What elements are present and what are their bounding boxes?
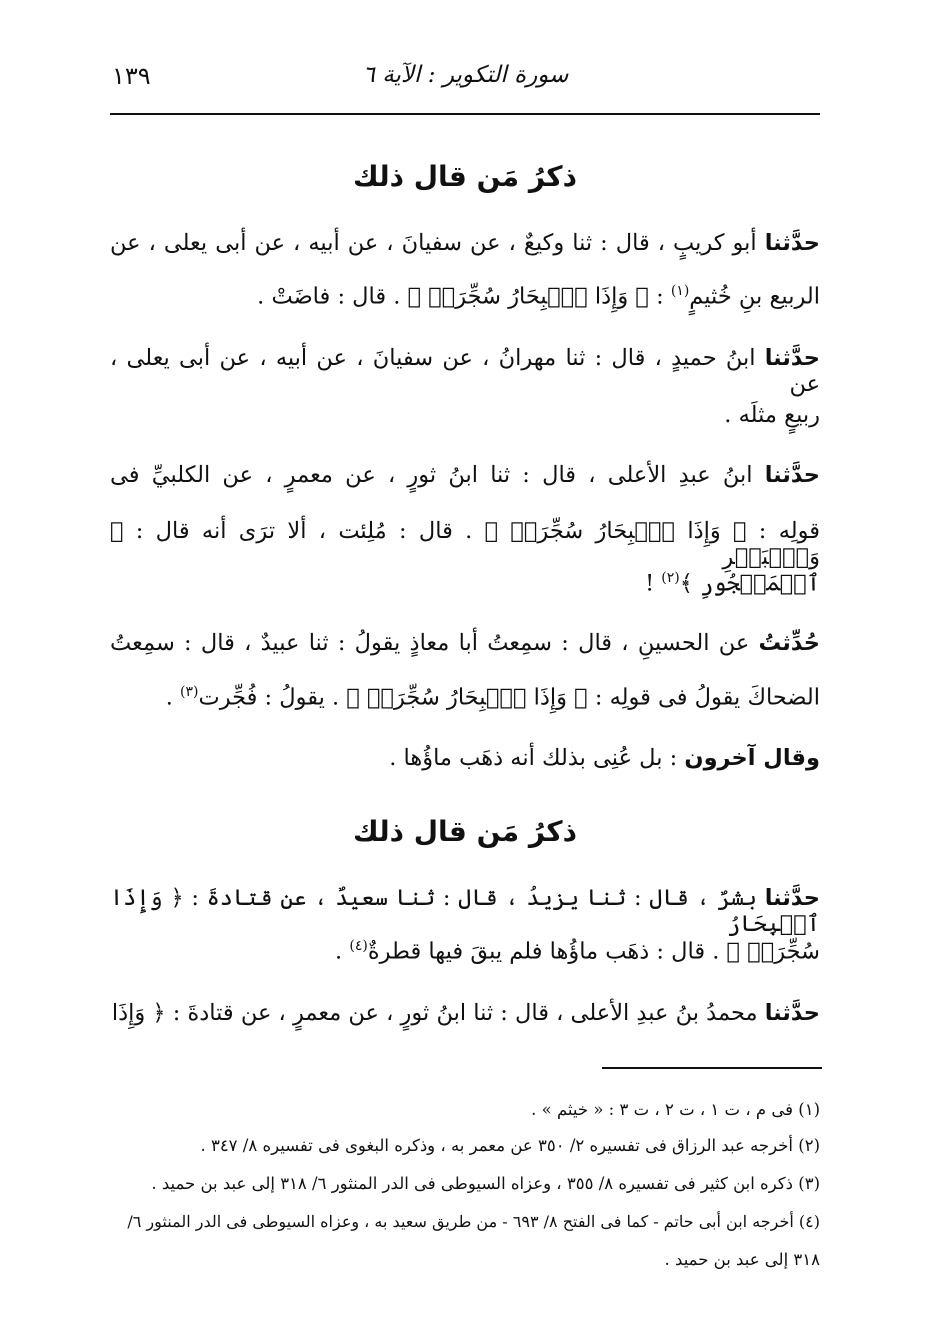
text-segment: سُجِّرَتۡ ﴾ . قال : ذهَب ماؤُها فلم يبقَ فيها قطرةٌ	[367, 938, 820, 965]
footnote-marker: (٣)	[180, 684, 199, 700]
text-segment: بشرٌ ، قال : ثنا يزيدُ ، قال : ثنا سعيدٌ ، عن قتادةَ : ﴿ وَإِذَا ٱلۡبِحَارُ	[110, 885, 820, 937]
footnote-rule	[602, 1067, 822, 1069]
footnote-marker: (٤)	[349, 938, 368, 954]
text-line	[110, 885, 820, 937]
narration-lead: حدَّثنا	[764, 345, 820, 371]
section-heading: ذكرُ مَن قال ذلك	[353, 160, 577, 193]
text-segment: محمدُ بنُ عبدِ الأعلى ، قال : ثنا ابنُ ثورٍ ، عن معمرٍ ، عن قتادةَ : ﴿ وَإِذَا	[111, 1000, 765, 1026]
text-segment: ابنُ حميدٍ ، قال : ثنا مهرانُ ، عن سفيانَ ، عن أبيه ، عن أبى يعلى ، عن	[110, 345, 820, 397]
text-segment: .	[335, 938, 350, 965]
text-line	[110, 462, 820, 496]
section-heading: ذكرُ مَن قال ذلك	[353, 815, 577, 848]
narration-lead: حدَّثنا	[764, 230, 820, 256]
text-line	[110, 230, 820, 264]
text-line	[110, 570, 820, 597]
narration-lead: وقال آخرون	[684, 745, 820, 771]
footnote: (٢) أخرجه عبد الرزاق فى تفسيره ٢/ ٣٥٠ عن معمر به ، وذكره البغوى فى تفسيره ٨/ ٣٤٧ .	[200, 1136, 820, 1155]
text-segment: أبو كريبٍ ، قال : ثنا وكيعٌ ، عن سفيانَ ، عن أبيه ، عن أبى يعلى ، عن	[110, 230, 765, 256]
text-segment: : بل عُنِى بذلك أنه ذهَب ماؤُها .	[389, 745, 685, 771]
footnote: (١) فى م ، ت ١ ، ت ٢ ، ت ٣ : « خيثم » .	[531, 1100, 820, 1119]
text-line	[110, 630, 820, 664]
footnote: ٣١٨ إلى عبد بن حميد .	[664, 1250, 820, 1269]
text-segment: قولِه : ﴿ وَإِذَا ٱلۡبِحَارُ سُجِّرَتۡ ﴾ . قال : مُلِئت ، ألا ترَى أنه قال : ﴿ وَٱلۡبَحۡرِ	[110, 518, 820, 570]
footnote-marker: (٢)	[661, 570, 680, 586]
page-number: ١٣٩	[112, 62, 151, 90]
text-segment: .	[165, 684, 181, 711]
text-segment: !	[645, 570, 662, 597]
narration-lead: حدَّثنا	[764, 1000, 820, 1026]
text-line	[110, 1000, 820, 1026]
text-segment: الضحاكَ يقولُ فى قولِه : ﴿ وَإِذَا ٱلۡبِحَارُ سُجِّرَتۡ ﴾ . يقولُ : فُجِّرت	[198, 684, 820, 711]
footnote: (٤) أخرجه ابن أبى حاتم - كما فى الفتح ٨/ ٦٩٣ - من طريق سعيد به ، وعزاه السيوطى فى الدر المنثور ٦/	[127, 1212, 820, 1231]
text-line	[110, 345, 820, 397]
header-rule	[110, 113, 820, 115]
narration-lead: حدَّثنا	[764, 885, 820, 911]
text-segment: ٱلۡمَسۡجُورِ ﴾	[679, 570, 820, 597]
footnote-marker: (١)	[670, 283, 690, 299]
text-line	[110, 745, 820, 771]
narration-lead: حدَّثنا	[764, 462, 820, 488]
running-header-title: سورة التكوير : الآية ٦	[362, 62, 569, 88]
text-line	[110, 402, 820, 428]
text-line	[110, 938, 820, 965]
footnote: (٣) ذكره ابن كثير فى تفسيره ٨/ ٣٥٥ ، وعزاه السيوطى فى الدر المنثور ٦/ ٣١٨ إلى عبد بن حميد .	[151, 1174, 820, 1193]
text-segment: عن الحسينِ ، قال : سمِعتُ أبا معاذٍ يقولُ : ثنا عبيدٌ ، قال : سمِعتُ	[110, 630, 759, 656]
text-segment: ابنُ عبدِ الأعلى ، قال : ثنا ابنُ ثورٍ ، عن معمرٍ ، عن الكلبيِّ فى	[110, 462, 765, 488]
text-segment: ربيعٍ مثلَه .	[724, 402, 820, 428]
text-line	[110, 283, 820, 310]
text-segment: الربيع بنِ خُثيمٍ	[689, 283, 820, 310]
text-line	[110, 684, 820, 711]
narration-lead: حُدِّثتُ	[758, 630, 820, 656]
text-line	[110, 518, 820, 570]
text-segment: : ﴿ وَإِذَا ٱلۡبِحَارُ سُجِّرَتۡ ﴾ . قال : فاضَتْ .	[257, 283, 671, 310]
